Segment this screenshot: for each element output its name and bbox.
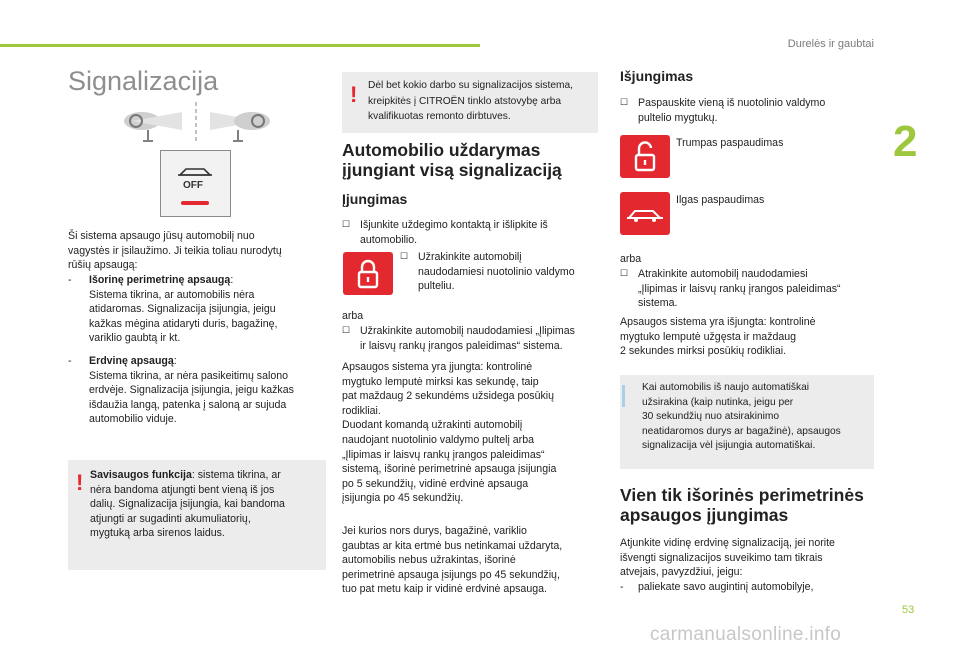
exterior-only-item: paliekate savo augintinį automobilyje, [638,581,814,593]
or-label: arba [342,310,364,322]
watermark: carmanualsonline.info [650,624,842,645]
activation-step1: Išjunkite uždegimo kontaktą ir išlipkite iš automobilio. [360,219,548,246]
service-warning: ! Dėl bet kokio darbo su signalizacijos sistema, kreipkitės į CITROËN tinklo atstovybę arba kvalifikuotas remonto dirbtuves. [342,72,598,133]
lock-icon [356,258,380,290]
unlock-button-tile [620,135,670,178]
deactivation-step1: Paspauskite vieną iš nuotolinio valdymo pultelio mygtukų. [638,97,826,124]
activation-subheading: Įjungimas [342,191,408,207]
checkbox-bullet: ☐ [620,268,629,278]
chapter-number: 2 [893,117,918,166]
dash-bullet: - [620,581,624,593]
deactivation-heading: Išjungimas [620,68,694,84]
exterior-only-paragraph: Atjunkite vidinę erdvinę signalizaciją, jei norite išvengti signalizacijos suveikimo tam tikrais atvejais, pavyzdžiui, jeigu: [620,537,835,579]
activation-step2: Užrakinkite automobilį naudodamiesi nuotolinio valdymo pulteliu. [418,251,575,293]
intro-paragraph: Ši sistema apsaugo jūsų automobilį nuo vagystės ir įsilaužimo. Ji teikia toliau nurodytų rūšių apsaugą: [68,230,282,272]
sensor-illustration [112,100,282,146]
indicator-led [181,201,209,205]
info-icon [622,385,625,407]
open-door-paragraph: Jei kurios nors durys, bagažinė, variklio gaubtas ar kita ertmė bus netinkamai uždaryta, automobilis nebus užrakintas, išorinė perimetrinė apsauga įsijungs po 45 sekundžių, tuo pat metu kaip ir vidinė erdvinė apsauga. [342,525,563,596]
section-header: Durelės ir gaubtai [787,38,874,50]
car-alarm-icon [176,165,214,179]
deactivation-step2: Atrakinkite automobilį naudodamiesi „Įlipimas ir laisvų rankų įrangos paleidimas“ sistema. [638,268,841,310]
page-number: 53 [902,604,915,616]
off-label: OFF [183,180,203,191]
long-press-label: Ilgas paspaudimas [676,194,765,206]
car-icon [626,205,664,223]
external-protection-item: Išorinę perimetrinę apsaugą: Sistema tikrina, ar automobilis nėra atidaromas. Signalizacija įsijungia, jeigu kažkas mėgina atidaryti duris, bagažinę, variklio gaubtą ir kt. [89,274,278,345]
dash-bullet: - [68,355,72,367]
alarm-off-button[interactable] [160,150,231,217]
deactivation-paragraph: Apsaugos sistema yra išjungta: kontrolinė mygtuko lemputė užgęsta ir maždaug 2 sekundes mirksi posūkių rodikliai. [620,316,816,358]
short-press-label: Trumpas paspaudimas [676,137,784,149]
auto-relock-note: Kai automobilis iš naujo automatiškai užsirakina (kaip nutinka, jeigu per 30 sekundžių nuo atsirakinimo neatidaromos durys ar bagažinė), apsaugos signalizacija vėl įsijungia automatiškai. [620,375,874,469]
activation-step3: Užrakinkite automobilį naudodamiesi „Įlipimas ir laisvų rankų įrangos paleidimas“ sistema. [360,325,575,352]
self-protection-warning: ! Savisaugos funkcija: sistema tikrina, ar nėra bandoma atjungti bent vieną iš jos dalių. Signalizacija įsijungia, kai bandoma atjungti ar sugadinti akumuliatorių, mygtuką arba sirenos laidus. [68,460,326,570]
exterior-only-heading: Vien tik išorinės perimetrinės apsaugos įjungimas [620,485,864,525]
header-accent-bar [0,44,480,47]
checkbox-bullet: ☐ [620,97,629,107]
car-unlock-tile [620,192,670,235]
locking-heading: Automobilio uždarymas įjungiant visą signalizaciją [342,140,562,180]
checkbox-bullet: ☐ [342,219,351,229]
volumetric-protection-item: Erdvinę apsaugą: Sistema tikrina, ar nėra pasikeitimų salono erdvėje. Signalizacija įsijungia, jeigu kažkas išdaužia langą, patenka į saloną ar sujuda automobilio viduje. [89,355,294,426]
unlock-icon [633,140,659,173]
warning-icon: ! [76,470,84,495]
lock-button-tile [343,252,393,295]
warning-icon: ! [350,82,358,107]
dash-bullet: - [68,274,72,286]
checkbox-bullet: ☐ [342,325,351,335]
or-label: arba [620,253,642,265]
checkbox-bullet: ☐ [400,251,409,261]
activation-paragraph: Apsaugos sistema yra įjungta: kontrolinė mygtuko lemputė mirksi kas sekundę, taip pat maždaug 2 sekundėms užsidega posūkių rodikliai. Duodant komandą užrakinti automobilį naudojant nuotolinio valdymo pultelį arba „Įlipimas ir laisvų rankų įrangos paleidimas“ sistemą, išorinė perimetrinė apsauga įsijungia po 5 sekundžių, vidinė erdvinė apsauga įsijungia po 45 sekundžių. [342,361,557,505]
page-title: Signalizacija [68,66,219,96]
